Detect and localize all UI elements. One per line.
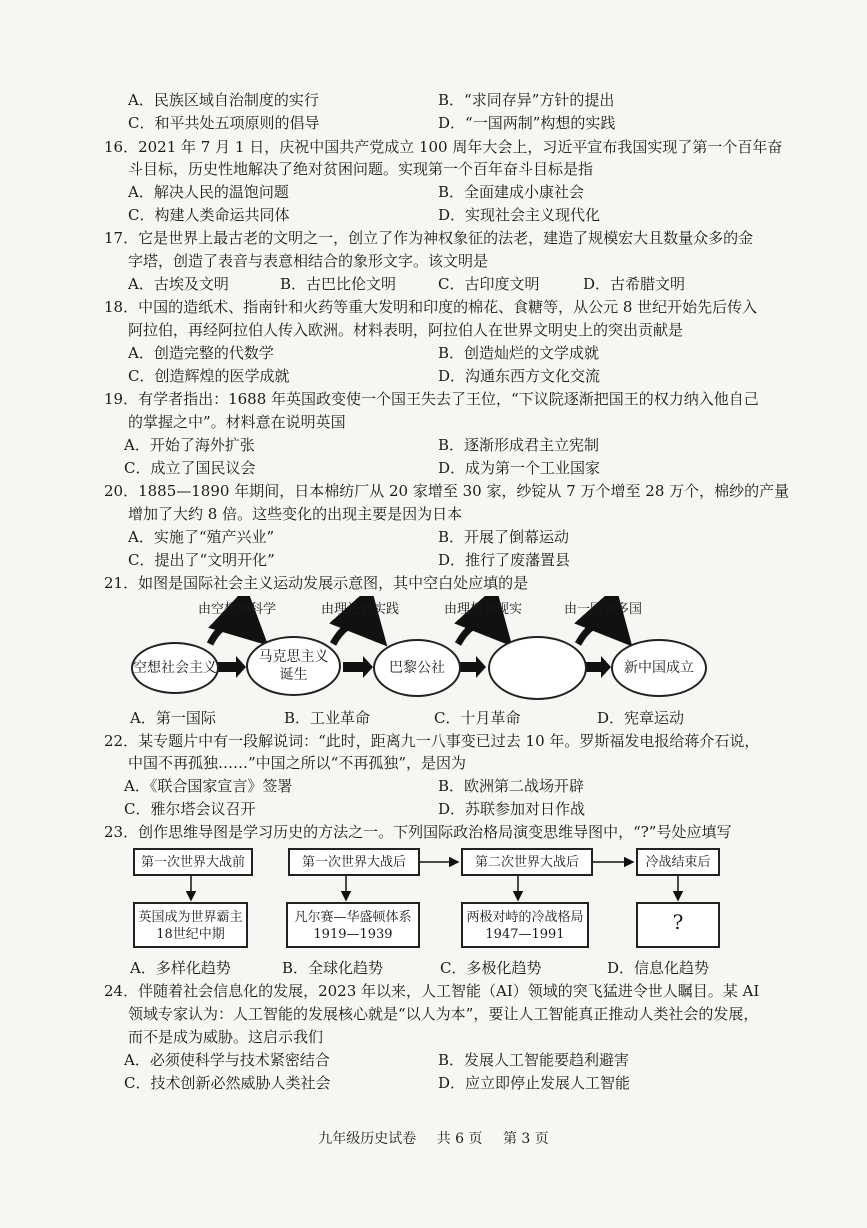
q22-option-b: B．欧洲第二战场开辟 <box>438 777 585 795</box>
q24-option-d: D．应立即停止发展人工智能 <box>438 1074 631 1092</box>
q18-option-b: B．创造灿烂的文学成就 <box>438 344 600 362</box>
q20-option-c: C．提出了“文明开化” <box>128 551 275 569</box>
q23-mindmap <box>128 846 728 952</box>
q17-stem-line2: 字塔，创造了表音与表意相结合的象形文字。该文明是 <box>128 252 489 270</box>
q22-stem-line2: 中国不再孤独……”中国之所以“不再孤独”，是因为 <box>128 754 467 772</box>
q16-stem-line1: 16．2021 年 7 月 1 日，庆祝中国共产党成立 100 周年大会上，习近平宣布我国实现了第一个百年奋 <box>104 138 783 156</box>
q21-node-marxism: 马克思主义诞生 <box>246 636 341 696</box>
q21-option-b: B．工业革命 <box>284 709 371 727</box>
q18-stem-line2: 阿拉伯，再经阿拉伯人传入欧洲。材料表明，阿拉伯人在世界文明史上的突出贡献是 <box>128 321 684 339</box>
page-footer <box>0 1128 867 1148</box>
q18-stem-line1: 18．中国的造纸术、指南针和火药等重大发明和印度的棉花、食糖等，从公元 8 世纪开始先后传入 <box>104 298 758 316</box>
q20-stem-line2: 增加了大约 8 倍。这些变化的出现主要是因为日本 <box>128 505 463 523</box>
q21-top-label-3: 由理想到现实 <box>444 602 523 617</box>
q15-option-c: C．和平共处五项原则的倡导 <box>128 114 320 132</box>
q17-stem-line1: 17．它是世界上最古老的文明之一，创立了作为神权象征的法老，建造了规模宏大且数量众多的金 <box>104 229 754 247</box>
q24-stem-line2: 领域专家认为：人工智能的发展核心就是“以人为本”，要让人工智能真正推动人类社会的发展， <box>128 1005 759 1023</box>
q24-option-c: C．技术创新必然威胁人类社会 <box>124 1074 331 1092</box>
q16-stem-line2: 斗目标，历史性地解决了绝对贫困问题。实现第一个百年奋斗目标是指 <box>128 160 594 178</box>
q19-option-b: B．逐渐形成君主立宪制 <box>438 436 600 454</box>
q23-box-2-line2: 1919—1939 <box>313 927 393 942</box>
q21-node-blank <box>488 636 587 700</box>
q23-box-question: ? <box>636 902 720 948</box>
q17-option-d: D．古希腊文明 <box>583 275 686 293</box>
q23-box-versailles-washington <box>286 902 420 948</box>
q21-top-label-4: 由一国到多国 <box>564 602 643 617</box>
q23-box-bipolar <box>461 902 589 948</box>
q21-top-label-1: 由空想到科学 <box>198 602 277 617</box>
q19-option-a: A．开始了海外扩张 <box>124 436 255 454</box>
q18-option-c: C．创造辉煌的医学成就 <box>128 367 290 385</box>
q21-node-paris-commune: 巴黎公社 <box>373 639 461 697</box>
q16-option-a: A．解决人民的温饱问题 <box>128 183 289 201</box>
q23-box-1-line1: 英国成为世界霸主 <box>138 910 243 925</box>
q15-option-b: B．“求同存异”方针的提出 <box>438 91 615 109</box>
q24-option-a: A．必须使科学与技术紧密结合 <box>124 1051 330 1069</box>
q21-diagram <box>128 596 728 704</box>
q23-option-c: C．多极化趋势 <box>440 959 542 977</box>
q23-box-post-ww2: 第二次世界大战后 <box>461 848 593 876</box>
q21-option-a: A．第一国际 <box>130 709 216 727</box>
q22-option-c: C．雅尔塔会议召开 <box>124 800 256 818</box>
footer-total-pages: 共 6 页 <box>436 1131 483 1147</box>
q19-option-c: C．成立了国民议会 <box>124 459 256 477</box>
q19-option-d: D．成为第一个工业国家 <box>438 459 601 477</box>
q17-option-a: A．古埃及文明 <box>128 275 229 293</box>
q18-option-d: D．沟通东西方文化交流 <box>438 367 601 385</box>
q18-option-a: A．创造完整的代数学 <box>128 344 274 362</box>
q20-option-a: A．实施了“殖产兴业” <box>128 528 275 546</box>
q23-box-3-line2: 1947—1991 <box>485 927 565 942</box>
q23-box-pre-ww1: 第一次世界大战前 <box>133 848 253 876</box>
q19-stem-line2: 的掌握之中”。材料意在说明英国 <box>128 413 346 431</box>
q23-box-britain-hegemony <box>133 902 248 948</box>
footer-page-number: 第 3 页 <box>502 1131 549 1147</box>
q23-box-post-ww1: 第一次世界大战后 <box>288 848 420 876</box>
q20-stem-line1: 20．1885—1890 年期间，日本棉纺厂从 20 家增至 30 家，纱锭从 7 万个增至 28 万个，棉纱的产量 <box>104 482 790 500</box>
q21-node-utopian-socialism: 空想社会主义 <box>131 642 219 694</box>
q17-option-b: B．古巴比伦文明 <box>280 275 397 293</box>
q20-option-b: B．开展了倒幕运动 <box>438 528 570 546</box>
q23-stem-line1: 23．创作思维导图是学习历史的方法之一。下列国际政治格局演变思维导图中，“?”号处应填写 <box>104 823 732 841</box>
q21-node-new-china: 新中国成立 <box>611 639 707 697</box>
q23-option-b: B．全球化趋势 <box>282 959 384 977</box>
q23-box-2-line1: 凡尔赛—华盛顿体系 <box>294 910 412 925</box>
q22-option-d: D．苏联参加对日作战 <box>438 800 586 818</box>
q22-stem-line1: 22．某专题片中有一段解说词：“此时，距离九一八事变已过去 10 年。罗斯福发电报给蒋介石说， <box>104 732 760 750</box>
q23-box-post-cold-war: 冷战结束后 <box>636 848 720 876</box>
q23-option-d: D．信息化趋势 <box>607 959 710 977</box>
q21-option-c: C．十月革命 <box>434 709 521 727</box>
q24-stem-line3: 而不是成为威胁。这启示我们 <box>128 1028 324 1046</box>
q15-option-d: D．“一国两制”构想的实践 <box>438 114 616 132</box>
q17-option-c: C．古印度文明 <box>438 275 540 293</box>
footer-title: 九年级历史试卷 <box>318 1131 417 1147</box>
q22-option-a: A．《联合国家宣言》签署 <box>124 777 293 795</box>
q15-option-a: A．民族区域自治制度的实行 <box>128 91 319 109</box>
q24-stem-line1: 24．伴随着社会信息化的发展，2023 年以来，人工智能（AI）领域的突飞猛进令世人瞩目。某 AI <box>104 982 760 1000</box>
q20-option-d: D．推行了废藩置县 <box>438 551 571 569</box>
q21-option-d: D．宪章运动 <box>597 709 685 727</box>
q21-stem-line1: 21．如图是国际社会主义运动发展示意图，其中空白处应填的是 <box>104 574 529 592</box>
q16-option-d: D．实现社会主义现代化 <box>438 206 601 224</box>
q19-stem-line1: 19．有学者指出：1688 年英国政变使一个国王失去了王位，“下议院逐渐把国王的权力纳入他自己 <box>104 390 759 408</box>
q21-top-label-2: 由理论到实践 <box>321 602 400 617</box>
q16-option-c: C．构建人类命运共同体 <box>128 206 290 224</box>
q23-option-a: A．多样化趋势 <box>130 959 231 977</box>
q23-box-1-line2: 18世纪中期 <box>156 927 225 942</box>
q24-option-b: B．发展人工智能要趋利避害 <box>438 1051 630 1069</box>
q23-box-3-line1: 两极对峙的冷战格局 <box>466 910 584 925</box>
q16-option-b: B．全面建成小康社会 <box>438 183 585 201</box>
